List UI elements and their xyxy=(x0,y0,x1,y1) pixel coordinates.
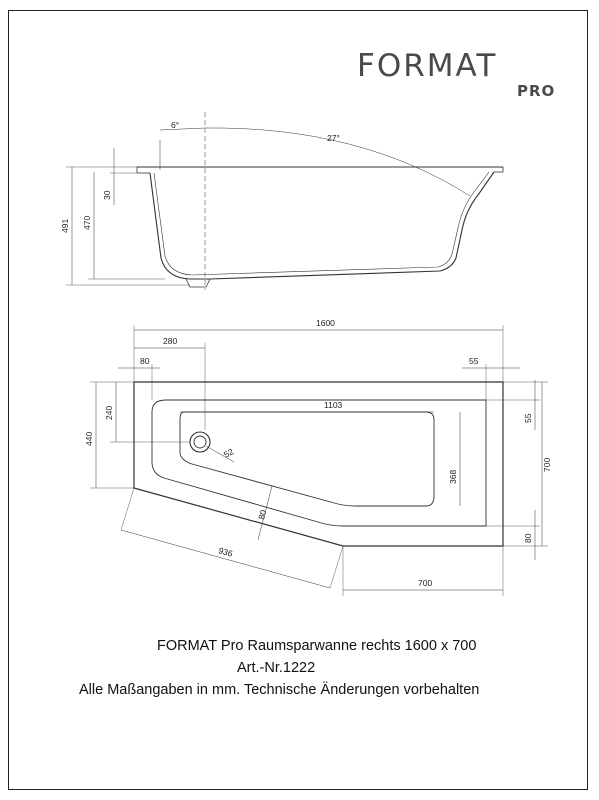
side-outer-shell xyxy=(150,172,494,279)
label-240: 240 xyxy=(104,405,114,420)
angle-6-arc xyxy=(160,128,205,130)
label-368: 368 xyxy=(448,469,458,484)
label-1103: 1103 xyxy=(324,400,343,410)
label-80-rim: 80 xyxy=(256,508,269,521)
label-55-top: 55 xyxy=(469,356,479,366)
label-491: 491 xyxy=(60,218,70,233)
top-view xyxy=(90,325,548,596)
drain-outer-ring xyxy=(190,432,210,452)
label-angle-27: 27° xyxy=(327,133,340,143)
top-basin-inner xyxy=(180,412,434,506)
caption-article: Art.-Nr.1222 xyxy=(237,660,316,676)
caption-title: FORMAT Pro Raumsparwanne rechts 1600 x 700 xyxy=(157,638,477,654)
label-30: 30 xyxy=(102,190,112,200)
logo-subtitle: PRO xyxy=(517,82,556,100)
label-700-bottom: 700 xyxy=(418,578,433,588)
label-1600: 1600 xyxy=(316,318,335,328)
side-view xyxy=(66,112,503,290)
dim-ext-936-right xyxy=(330,546,343,588)
label-700-right: 700 xyxy=(542,457,552,472)
side-drain-foot xyxy=(186,279,210,287)
label-470: 470 xyxy=(82,215,92,230)
side-inner-shell xyxy=(154,172,489,275)
label-55-side: 55 xyxy=(523,413,533,423)
label-angle-6: 6° xyxy=(171,120,180,130)
logo-wordmark: FORMAT xyxy=(357,48,498,84)
drain-inner-ring xyxy=(194,436,206,448)
label-52: 52 xyxy=(222,446,236,460)
dim-936-line xyxy=(121,530,330,588)
label-280: 280 xyxy=(163,336,178,346)
top-outer-outline xyxy=(134,382,503,546)
label-80-right: 80 xyxy=(523,533,533,543)
label-440: 440 xyxy=(84,431,94,446)
label-936: 936 xyxy=(217,545,234,559)
label-80-top: 80 xyxy=(140,356,150,366)
dim-ext-936-left xyxy=(121,488,134,530)
caption-note: Alle Maßangaben in mm. Technische Änderungen vorbehalten xyxy=(79,682,480,698)
